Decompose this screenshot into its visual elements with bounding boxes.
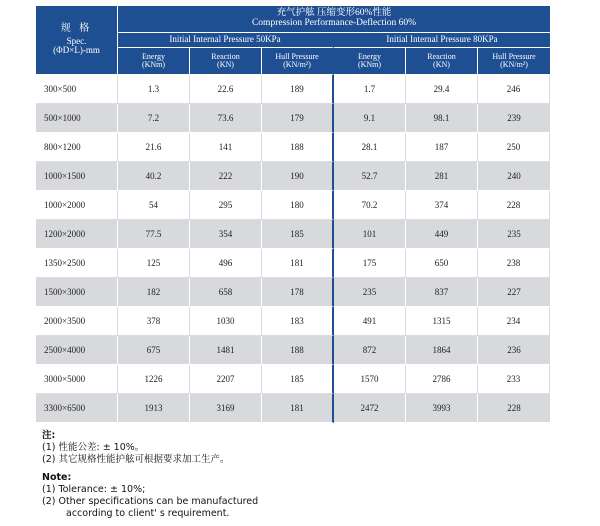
hull-50-cell: 183 [262, 307, 334, 336]
note-en-2-continued: according to client' s requirement. [66, 508, 230, 519]
spec-cell: 500×1000 [36, 104, 118, 133]
energy-80-cell: 2472 [334, 394, 406, 423]
table-row [36, 394, 550, 423]
energy-80-cell: 101 [334, 220, 406, 249]
performance-table [36, 6, 550, 423]
notes-title-en: Note: [42, 472, 72, 483]
table-row [36, 307, 550, 336]
table-row [36, 191, 550, 220]
hull-50-cell: 188 [262, 336, 334, 365]
table-row [36, 104, 550, 133]
spec-cell: 3000×5000 [36, 365, 118, 394]
energy-80-cell: 9.1 [334, 104, 406, 133]
reaction-50-cell: 1030 [190, 307, 262, 336]
fender-performance-sheet [36, 6, 550, 423]
hull-50-cell: 190 [262, 162, 334, 191]
energy-80-cell: 872 [334, 336, 406, 365]
reaction-50-cell: 73.6 [190, 104, 262, 133]
energy-50-cell: 1.3 [118, 75, 190, 104]
table-row [36, 278, 550, 307]
energy-80-cell: 235 [334, 278, 406, 307]
energy-50-cell: 378 [118, 307, 190, 336]
energy-50-cell: 182 [118, 278, 190, 307]
note-cn-2: (2) 其它规格性能护舷可根据要求加工生产。 [42, 454, 230, 465]
reaction-50-cell: 141 [190, 133, 262, 162]
group-header-50kpa: Initial Internal Pressure 50KPa [118, 33, 334, 48]
energy-80-cell: 1.7 [334, 75, 406, 104]
energy-80-cell: 175 [334, 249, 406, 278]
hull-50-cell: 179 [262, 104, 334, 133]
reaction-50-cell: 354 [190, 220, 262, 249]
hull-80-cell: 228 [478, 191, 550, 220]
spec-header [36, 6, 118, 75]
spec-header-en: Spec. [66, 35, 87, 46]
hull-80-cell: 246 [478, 75, 550, 104]
energy-50-cell: 54 [118, 191, 190, 220]
spec-cell: 1500×3000 [36, 278, 118, 307]
hull-50-cell: 178 [262, 278, 334, 307]
energy-50-cell: 1226 [118, 365, 190, 394]
spec-cell: 3300×6500 [36, 394, 118, 423]
spec-cell: 1000×1500 [36, 162, 118, 191]
note-en-1: (1) Tolerance: ± 10%; [42, 484, 146, 495]
energy-50-cell: 40.2 [118, 162, 190, 191]
table-row [36, 75, 550, 104]
hull-50-cell: 185 [262, 365, 334, 394]
col-header-energy-80: Energy (KNm) [334, 48, 406, 75]
reaction-50-cell: 3169 [190, 394, 262, 423]
table-row [36, 220, 550, 249]
table-title-en: Compression Performance-Deflection 60% [251, 18, 417, 28]
table-row [36, 336, 550, 365]
reaction-50-cell: 1481 [190, 336, 262, 365]
table-row [36, 249, 550, 278]
reaction-80-cell: 650 [406, 249, 478, 278]
energy-80-cell: 491 [334, 307, 406, 336]
hull-50-cell: 181 [262, 249, 334, 278]
table-row [36, 162, 550, 191]
table-row [36, 133, 550, 162]
table-title [118, 6, 550, 33]
reaction-80-cell: 1864 [406, 336, 478, 365]
reaction-80-cell: 29.4 [406, 75, 478, 104]
energy-80-cell: 28.1 [334, 133, 406, 162]
energy-50-cell: 21.6 [118, 133, 190, 162]
hull-50-cell: 180 [262, 191, 334, 220]
hull-80-cell: 239 [478, 104, 550, 133]
energy-50-cell: 77.5 [118, 220, 190, 249]
col-header-hull-80: Hull Pressure (KN/m²) [478, 48, 550, 75]
reaction-80-cell: 187 [406, 133, 478, 162]
reaction-80-cell: 98.1 [406, 104, 478, 133]
energy-80-cell: 52.7 [334, 162, 406, 191]
reaction-50-cell: 295 [190, 191, 262, 220]
energy-50-cell: 125 [118, 249, 190, 278]
spec-cell: 300×500 [36, 75, 118, 104]
reaction-50-cell: 22.6 [190, 75, 262, 104]
hull-80-cell: 228 [478, 394, 550, 423]
reaction-50-cell: 658 [190, 278, 262, 307]
spec-cell: 1200×2000 [36, 220, 118, 249]
reaction-80-cell: 449 [406, 220, 478, 249]
table-title-cn: 充气护舷 压缩变形60%性能 [276, 8, 392, 19]
hull-50-cell: 181 [262, 394, 334, 423]
reaction-80-cell: 2786 [406, 365, 478, 394]
reaction-50-cell: 496 [190, 249, 262, 278]
reaction-80-cell: 374 [406, 191, 478, 220]
table-row [36, 365, 550, 394]
spec-cell: 800×1200 [36, 133, 118, 162]
hull-50-cell: 185 [262, 220, 334, 249]
hull-80-cell: 235 [478, 220, 550, 249]
col-header-reaction-50: Reaction (KN) [190, 48, 262, 75]
hull-80-cell: 233 [478, 365, 550, 394]
col-header-hull-50: Hull Pressure (KN/m²) [262, 48, 334, 75]
reaction-80-cell: 837 [406, 278, 478, 307]
energy-50-cell: 7.2 [118, 104, 190, 133]
spec-header-cn: 规 格 [60, 23, 93, 35]
energy-80-cell: 1570 [334, 365, 406, 394]
hull-80-cell: 227 [478, 278, 550, 307]
table-body [36, 75, 550, 423]
hull-80-cell: 234 [478, 307, 550, 336]
spec-header-unit: (ΦD×L)-mm [53, 45, 100, 56]
energy-50-cell: 1913 [118, 394, 190, 423]
reaction-80-cell: 3993 [406, 394, 478, 423]
note-en-2: (2) Other specifications can be manufactured [42, 496, 259, 507]
reaction-50-cell: 222 [190, 162, 262, 191]
hull-80-cell: 236 [478, 336, 550, 365]
notes-title-cn: 注: [42, 430, 56, 441]
reaction-50-cell: 2207 [190, 365, 262, 394]
hull-80-cell: 250 [478, 133, 550, 162]
energy-50-cell: 675 [118, 336, 190, 365]
notes [42, 430, 522, 520]
group-header-80kpa: Initial Internal Pressure 80KPa [334, 33, 550, 48]
reaction-80-cell: 281 [406, 162, 478, 191]
spec-cell: 2500×4000 [36, 336, 118, 365]
hull-80-cell: 238 [478, 249, 550, 278]
col-header-reaction-80: Reaction (KN) [406, 48, 478, 75]
spec-cell: 1000×2000 [36, 191, 118, 220]
spec-cell: 1350×2500 [36, 249, 118, 278]
hull-80-cell: 240 [478, 162, 550, 191]
spec-cell: 2000×3500 [36, 307, 118, 336]
energy-80-cell: 70.2 [334, 191, 406, 220]
hull-50-cell: 189 [262, 75, 334, 104]
hull-50-cell: 188 [262, 133, 334, 162]
reaction-80-cell: 1315 [406, 307, 478, 336]
note-cn-1: (1) 性能公差: ± 10%。 [42, 442, 145, 453]
col-header-energy-50: Energy (KNm) [118, 48, 190, 75]
